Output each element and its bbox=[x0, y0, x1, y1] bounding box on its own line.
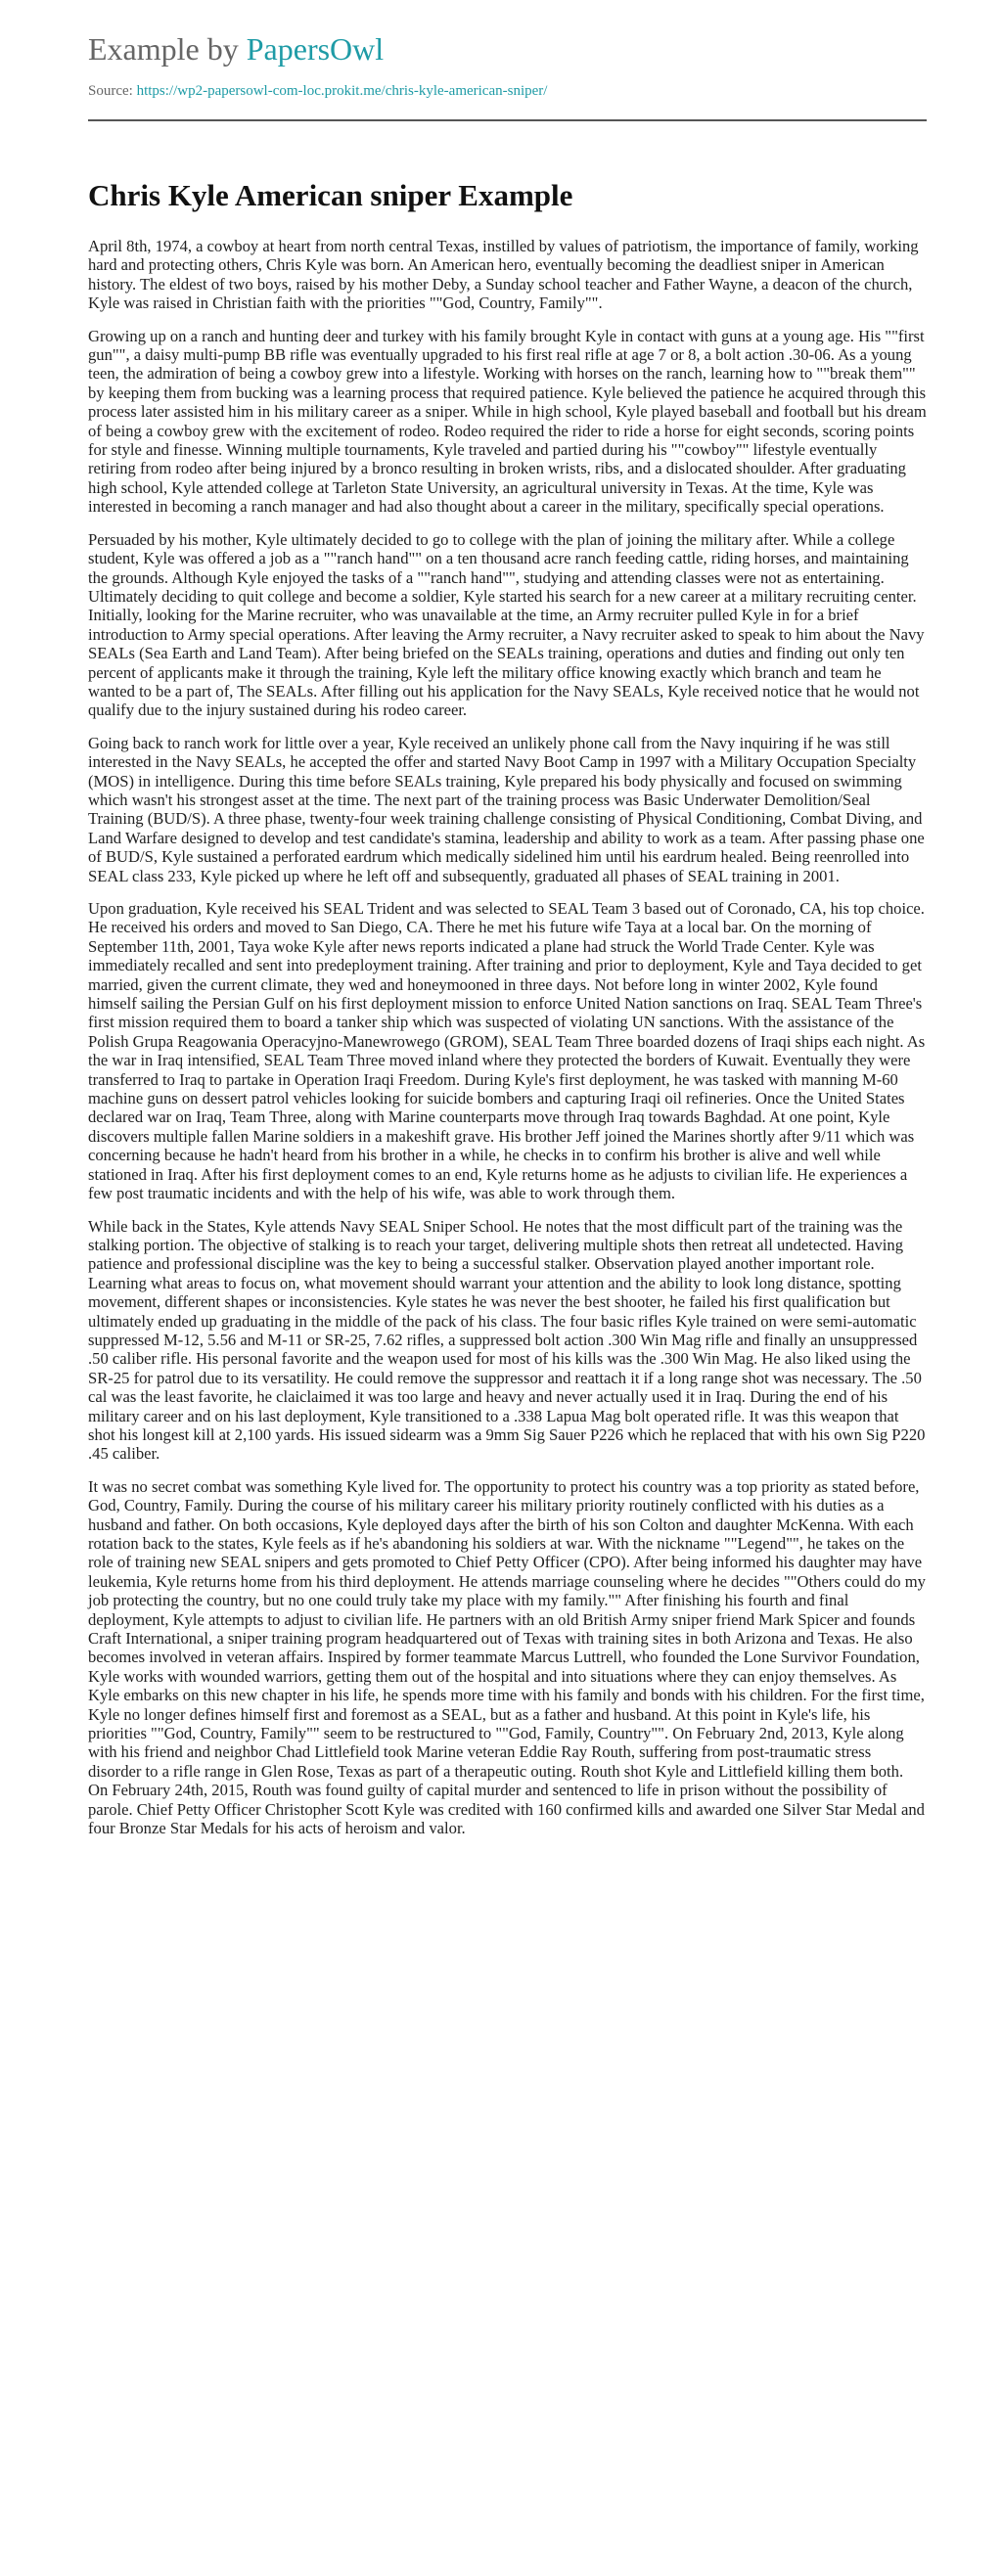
page-header bbox=[88, 29, 927, 101]
brand-title[interactable] bbox=[88, 29, 927, 68]
article-paragraph-1: April 8th, 1974, a cowboy at heart from north central Texas, instilled by values of patriotism, the importance of family, working hard and protecting others, Chris Kyle was born. An American hero, eventually becoming the deadliest sniper in American history. The eldest of two boys, raised by his mother Deby, a Sunday school teacher and Father Wayne, a deacon of the church, Kyle was raised in Christian faith with the priorities ""God, Country, Family"". bbox=[88, 237, 919, 313]
article-paragraph-7: It was no secret combat was something Kyle lived for. The opportunity to protect his country was a top priority as stated before, God, Country, Family. During the course of his military career his military priority routinely conflicted with his duties as a husband and father. On both occasions, Kyle deployed days after the birth of his son Colton and daughter McKenna. With each rotation back to the states, Kyle feels as if he's abandoning his soldiers at war. With the nickname ""Legend"", he takes on the role of training new SEAL snipers and gets promoted to Chief Petty Officer (CPO). After being informed his daughter may have leukemia, Kyle returns home from his third deployment. He attends marriage counseling where he decides ""Others could do my job protecting the country, but no one could truly take my place with my family."" After finishing his fourth and final deployment, Kyle attempts to adjust to civilian life. He partners with an old British Army sniper friend Mark Spicer and founds Craft International, a sniper training program headquartered out of Texas with training sites in both Arizona and Texas. He also becomes involved in veteran affairs. Inspired by former teammate Marcus Luttrell, who founded the Lone Survivor Foundation, Kyle works with wounded warriors, getting them out of the hospital and into situations where they can enjoy themselves. As Kyle embarks on this new chapter in his life, he spends more time with his family and bonds with his children. For the first time, Kyle no longer defines himself first and foremost as a SEAL, but as a father and husband. At this point in Kyle's life, his priorities ""God, Country, Family"" seem to be restructured to ""God, Family, Country"". On February 2nd, 2013, Kyle along with his friend and neighbor Chad Littlefield took Marine veteran Eddie Ray Routh, suffering from post-traumatic stress disorder to a rifle range in Glen Rose, Texas as part of a therapeutic outing. Routh shot Kyle and Littlefield killing them both. On February 24th, 2015, Routh was found guilty of capital murder and sentenced to life in prison without the possibility of parole. Chief Petty Officer Christopher Scott Kyle was credited with 160 confirmed kills and awarded one Silver Star Medal and four Bronze Star Medals for his acts of heroism and valor. bbox=[88, 1476, 926, 1838]
article-paragraph-3: Persuaded by his mother, Kyle ultimately decided to go to college with the plan of joining the military after. While a college student, Kyle was offered a job as a ""ranch hand"" on a ten thousand acre ranch feeding cattle, riding horses, and maintaining the grounds. Although Kyle enjoyed the tasks of a ""ranch hand"", studying and attending classes were not as entertaining. Ultimately deciding to quit college and become a soldier, Kyle started his search for a new career at a military recruiting center. Initially, looking for the Marine recruiter, who was unavailable at the time, an Army recruiter pulled Kyle in for a brief introduction to Army special operations. After leaving the Army recruiter, a Navy recruiter asked to speak to him about the Navy SEALs (Sea Earth and Land Team). After being briefed on the SEALs training, operations and duties and finding out only ten percent of applicants make it through the training, Kyle left the military office knowing exactly which branch and team he wanted to be a part of, The SEALs. After filling out his application for the Navy SEALs, Kyle received notice that he would not qualify due to the injury sustained during his rodeo career. bbox=[88, 529, 925, 720]
source-label: Source: bbox=[88, 83, 137, 99]
article-paragraph-6: While back in the States, Kyle attends Navy SEAL Sniper School. He notes that the most difficult part of the training was the stalking portion. The objective of stalking is to reach your target, delivering multiple shots then retreat all undetected. Having patience and professional discipline was the key to being a successful stalker. Observation played another important role. Learning what areas to focus on, what movement should warrant your attention and the ability to look long distance, spotting movement, different shapes or inconsistencies. Kyle states he was never the best shooter, he failed his first qualification but ultimately ended up graduating in the middle of the pack of his class. The four basic rifles Kyle trained on were semi-automatic suppressed M-12, 5.56 and M-11 or SR-25, 7.62 rifles, a suppressed bolt action .300 Win Mag rifle and finally an unsuppressed .50 caliber rifle. His personal favorite and the weapon used for most of his kills was the .300 Win Mag. He also liked using the SR-25 for patrol due to its versatility. He could remove the suppressor and reattach it if a long range shot was necessary. The .50 cal was the least favorite, he claiclaimed it was too large and heavy and never actually used it in Iraq. During the end of his military career and on his last deployment, Kyle transitioned to a .338 Lapua Mag bolt operated rifle. It was this weapon that shot his longest kill at 2,100 yards. His issued sidearm was a 9mm Sig Sauer P226 which he replaced that with his own Sig P220 .45 caliber. bbox=[88, 1216, 926, 1464]
article-paragraph-2: Growing up on a ranch and hunting deer and turkey with his family brought Kyle in contact with guns at a young age. His ""first gun"", a daisy multi-pump BB rifle was eventually upgraded to his first real rifle at age 7 or 8, a bolt action .30-06. As a young teen, the admiration of being a cowboy grew into a lifestyle. Working with horses on the ranch, learning how to ""break them"" by keeping them from bucking was a learning process that required patience. Kyle believed the patience he acquired through this process later assisted him in his military career as a sniper. While in high school, Kyle played baseball and football but his dream of being a cowboy grew with the excitement of rodeo. Rodeo required the rider to ride a horse for eight seconds, scoring points for style and finesse. Winning multiple tournaments, Kyle traveled and partied during his ""cowboy"" lifestyle eventually retiring from rodeo after being injured by a bronco resulting in broken wrists, ribs, and a dislocated shoulder. After graduating high school, Kyle attended college at Tarleton State University, an agricultural university in Texas. At the time, Kyle was interested in becoming a ranch manager and had also thought about a career in the military, specifically special operations. bbox=[88, 326, 927, 517]
header-divider bbox=[88, 119, 927, 121]
article-paragraph-4: Going back to ranch work for little over a year, Kyle received an unlikely phone call from the Navy inquiring if he was still interested in the Navy SEALs, he accepted the offer and started Navy Boot Camp in 1997 with a Military Occupation Specialty (MOS) in intelligence. During this time before SEALs training, Kyle prepared his body physically and focused on swimming which wasn't his strongest asset at the time. The next part of the training process was Basic Underwater Demolition/Seal Training (BUD/S). A three phase, twenty-four week training challenge consisting of Physical Conditioning, Combat Diving, and Land Warfare designed to develop and test candidate's stamina, leadership and ability to work as a team. After passing phase one of BUD/S, Kyle sustained a perforated eardrum which medically sidelined him until his eardrum healed. Being reenrolled into SEAL class 233, Kyle picked up where he left off and subsequently, graduated all phases of SEAL training in 2001. bbox=[88, 733, 925, 885]
brand-name: PapersOwl bbox=[246, 31, 385, 67]
source-link[interactable]: https://wp2-papersowl-com-loc.prokit.me/chris-kyle-american-sniper/ bbox=[136, 83, 548, 99]
article-paragraph-5: Upon graduation, Kyle received his SEAL Trident and was selected to SEAL Team 3 based out of Coronado, CA, his top choice. He received his orders and moved to San Diego, CA. There he met his future wife Taya at a local bar. On the morning of September 11th, 2001, Taya woke Kyle after news reports indicated a plane had struck the World Trade Center. Kyle was immediately recalled and sent into predeployment training. After training and prior to deployment, Kyle and Taya decided to get married, given the current climate, they wed and honeymooned in three days. Not before long in winter 2002, Kyle found himself sailing the Persian Gulf on his first deployment mission to enforce United Nation sanctions on Iraq. SEAL Team Three's first mission required them to board a tanker ship which was suspected of violating UN sanctions. With the assistance of the Polish Grupa Reagowania Operacyjno-Manewrowego (GROM), SEAL Team Three boarded dozens of Iraqi ships each night. As the war in Iraq intensified, SEAL Team Three moved inland where they protected the borders of Kuwait. Eventually they were transferred to Iraq to partake in Operation Iraqi Freedom. During Kyle's first deployment, he was tasked with manning M-60 machine guns on dessert patrol vehicles looking for suicide bombers and capturing Iraqi oil refineries. Once the United States declared war on Iraq, Team Three, along with Marine counterparts move through Iraq towards Baghdad. At one point, Kyle discovers multiple fallen Marine soldiers in a makeshift grave. His brother Jeff joined the Marines shortly after 9/11 which was concerning because he hadn't heard from his brother in a while, he checks in to confirm his brother is alive and well while stationed in Iraq. After his first deployment comes to an end, Kyle returns home as he adjusts to civilian life. He experiences a few post traumatic incidents and with the help of his wife, was able to work through them. bbox=[88, 899, 926, 1203]
source-line bbox=[88, 81, 927, 101]
article bbox=[88, 176, 927, 1852]
article-title: Chris Kyle American sniper Example bbox=[88, 178, 573, 212]
brand-prefix: Example by bbox=[88, 31, 247, 67]
